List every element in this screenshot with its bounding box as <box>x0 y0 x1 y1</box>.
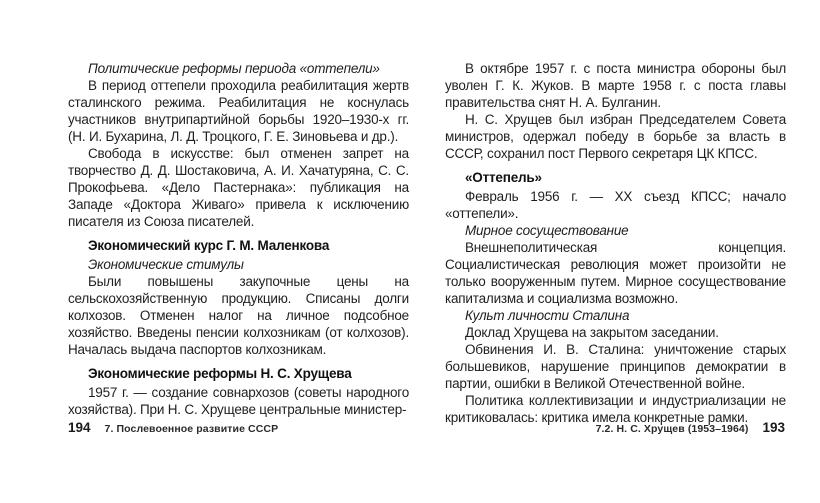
subheading-italic: Культ личности Сталина <box>465 308 630 323</box>
right-page-footer <box>596 420 785 435</box>
section-heading: «Оттепель» <box>465 170 542 185</box>
paragraph: Свобода в искусстве: был отменен запрет на творчество Д. Д. Шостаковича, А. И. Хачатуряна, С. С. Прокофьева. «Дело Пастернака»: публикация на Западе «Доктора Живаго» привела к исключению писателя из Союза писателей. <box>68 146 409 229</box>
page-number: 194 <box>68 420 91 435</box>
paragraph: Н. С. Хрущев был избран Председателем Совета министров, одержал победу в борьбе за власть в СССР, сохранил пост Первого секретаря ЦК КПСС. <box>445 112 786 161</box>
paragraph: Были повышены закупочные цены на сельскохозяйственную продукцию. Списаны долги колхозов. Отменен налог на личное подсобное хозяйство. Введены пенсии колхозникам (от колхозов). Началась выдача паспортов колхозникам. <box>68 274 409 357</box>
paragraph: Внешнеполитическая концепция. Социалистическая революция может произойти не только вооруженным путем. Мирное сосуществование капитализма и социализма возможно. <box>445 240 786 306</box>
subheading-italic: Экономические стимулы <box>88 257 244 272</box>
paragraph: Обвинения И. В. Сталина: уничтожение старых большевиков, нарушение принципов демократии в партии, ошибки в Великой Отечественной войне. <box>445 342 786 391</box>
subheading-italic: Политические реформы периода «оттепели» <box>88 61 380 76</box>
subheading-italic: Мирное сосуществование <box>465 223 629 238</box>
right-page <box>445 60 786 426</box>
running-title: 7.2. Н. С. Хрущев (1953–1964) <box>595 423 749 435</box>
left-page <box>68 60 409 418</box>
section-heading: Экономический курс Г. М. Маленкова <box>88 238 330 253</box>
paragraph: 1957 г. — создание совнархозов (советы народного хозяйства). При Н. С. Хрущеве центральные министер- <box>68 385 409 417</box>
page-number: 193 <box>762 420 785 435</box>
paragraph: Февраль 1956 г. — XX съезд КПСС; начало «оттепели». <box>445 189 786 221</box>
paragraph: В период оттепели проходила реабилитация жертв сталинского режима. Реабилитация не коснулась участников внутрипартийной борьбы 1920–1930-х гг. (Н. И. Бухарина, Л. Д. Троцкого, Г. Е. Зиновьева и др.). <box>68 78 409 144</box>
paragraph: В октябре 1957 г. с поста министра обороны был уволен Г. К. Жуков. В марте 1958 г. с поста главы правительства снят Н. А. Булганин. <box>445 61 786 110</box>
paragraph: Доклад Хрущева на закрытом заседании. <box>465 325 719 340</box>
running-title: 7. Послевоенное развитие СССР <box>104 423 279 435</box>
paragraph: Политика коллективизации и индустриализации не критиковалась: критика имела конкретные рамки. <box>445 393 786 425</box>
section-heading: Экономические реформы Н. С. Хрущева <box>88 366 352 381</box>
left-page-footer <box>68 420 278 435</box>
